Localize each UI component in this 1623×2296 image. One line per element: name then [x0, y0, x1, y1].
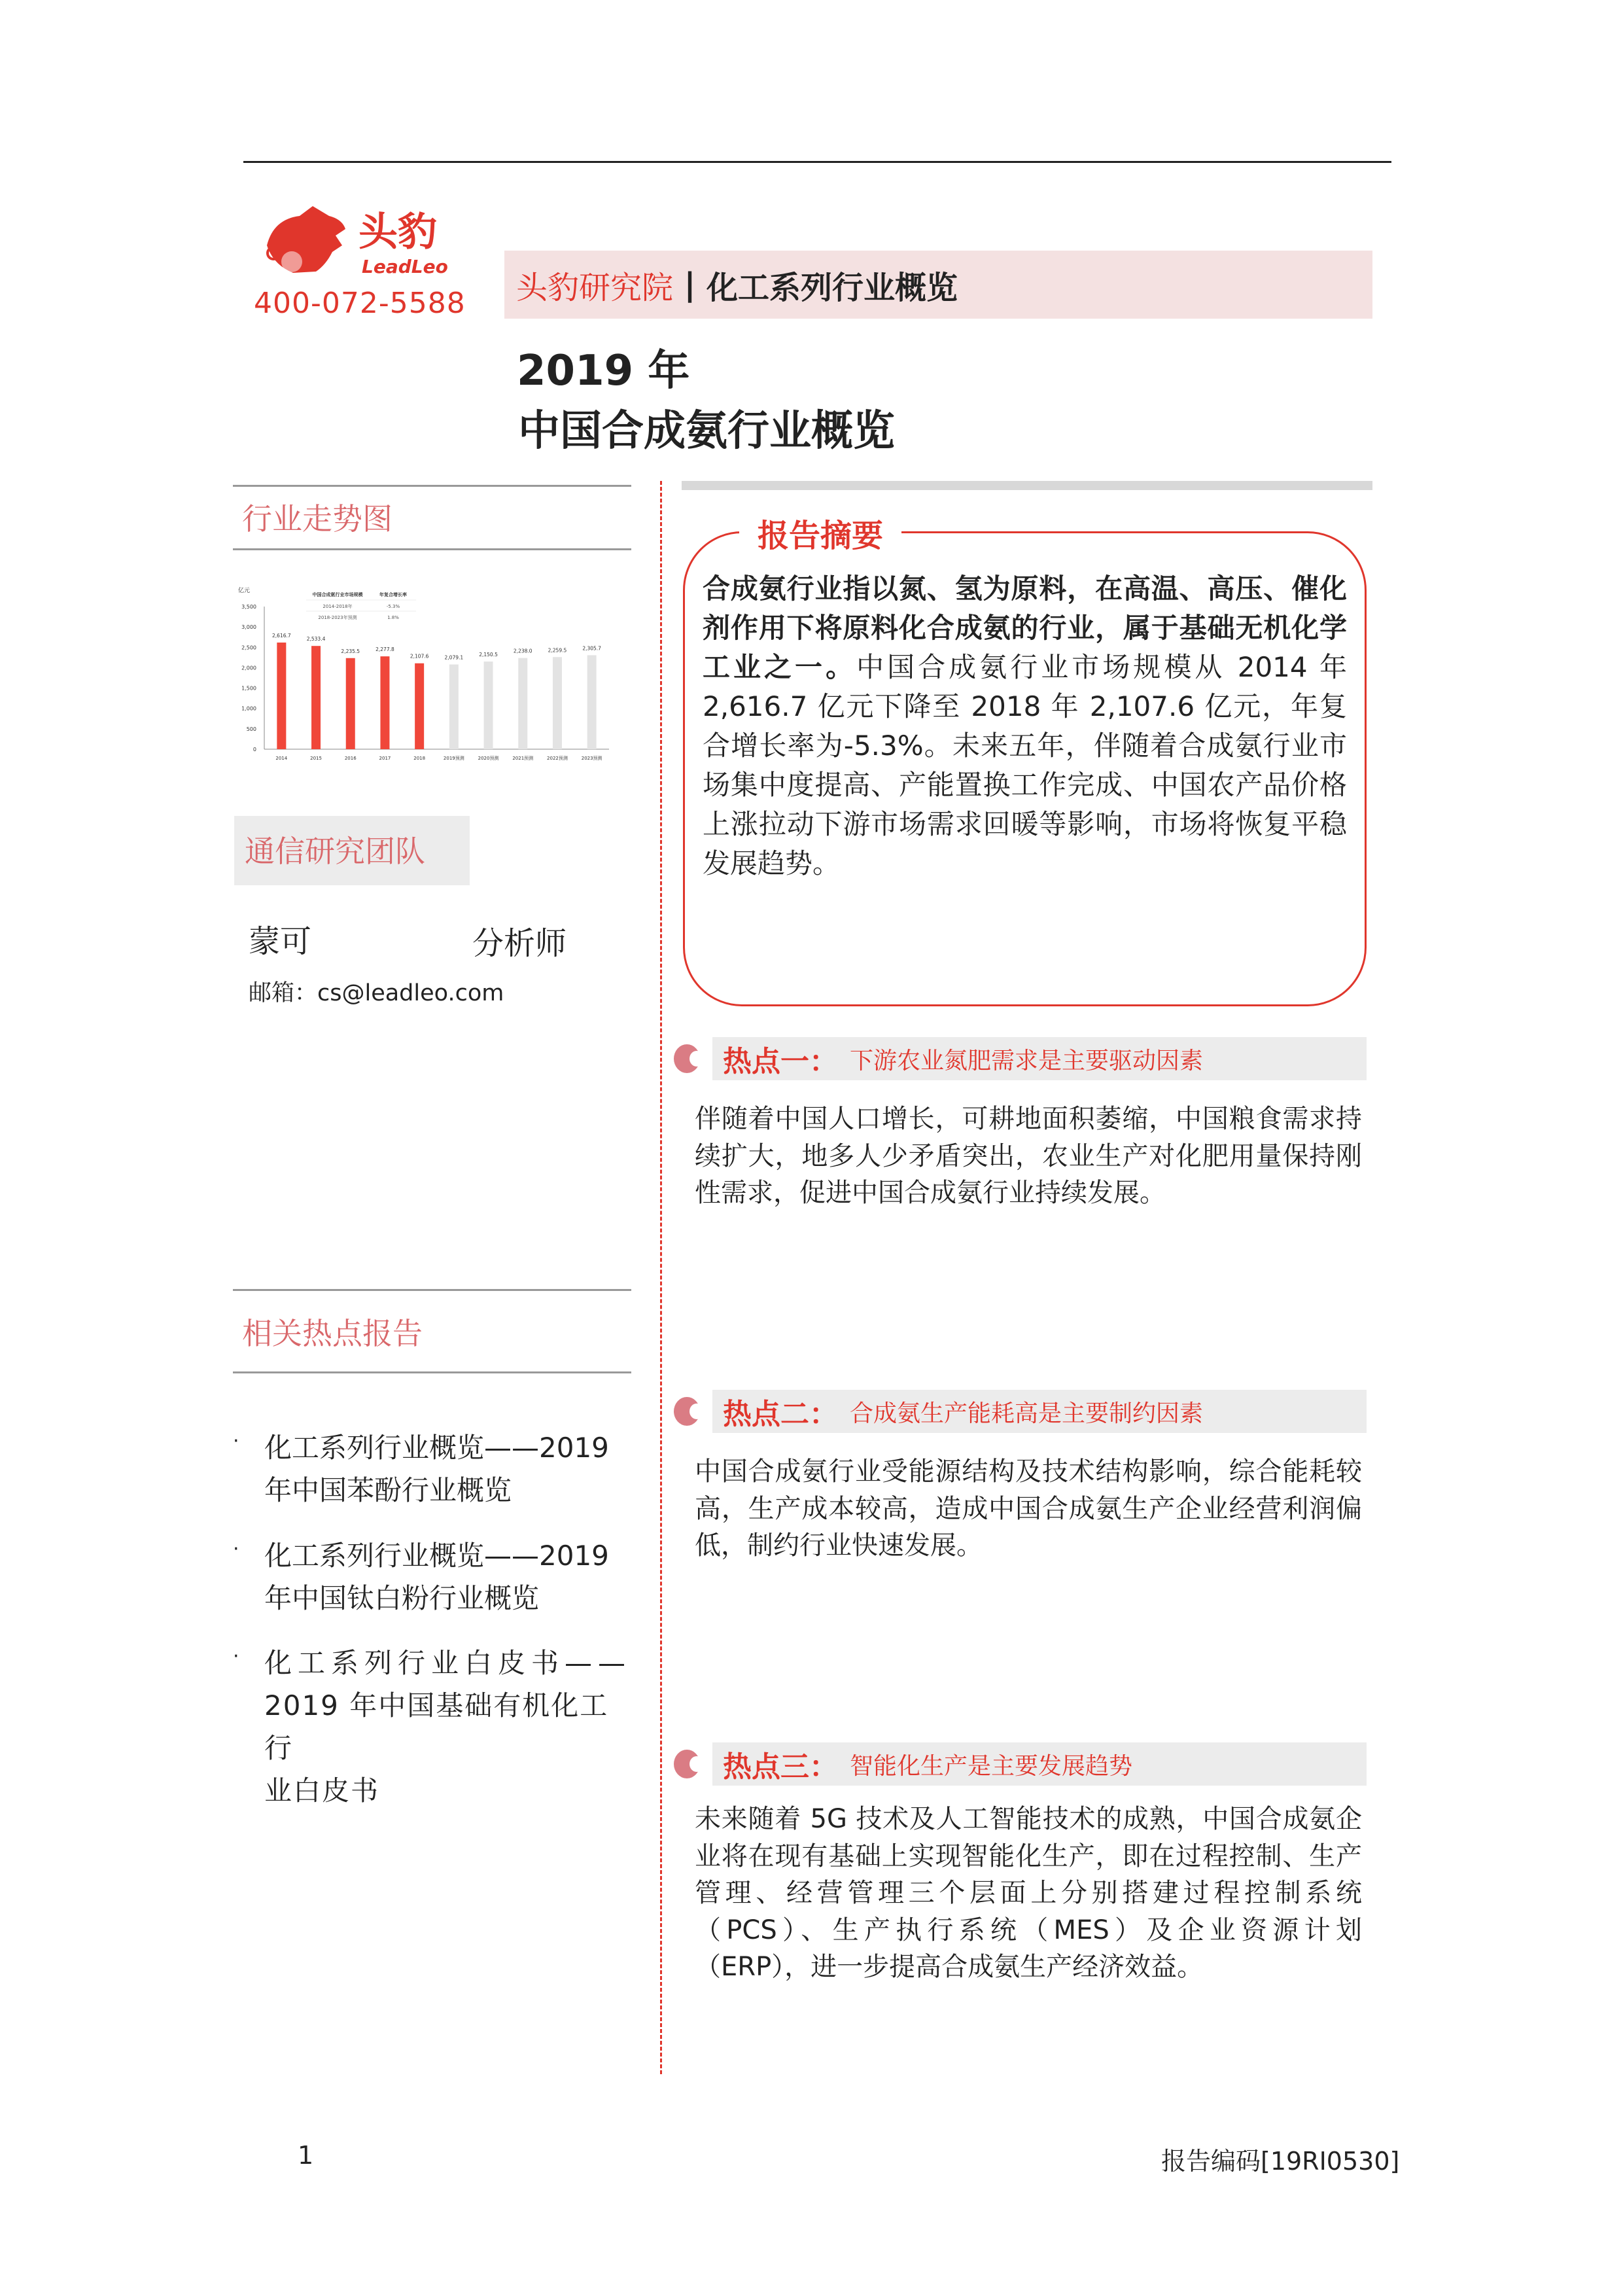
table-cell: -5.3% [386, 604, 400, 609]
y-tick-label: 0 [253, 747, 256, 752]
bar [311, 646, 321, 749]
bar [277, 643, 286, 749]
related-heading: 相关热点报告 [242, 1316, 423, 1351]
x-tick-label: 2015 [310, 756, 322, 761]
report-code: 报告编码[19RI0530] [1161, 2147, 1400, 2176]
column-divider [660, 481, 662, 2074]
bar [484, 662, 493, 749]
hotspot-3-text: 未来随着 5G 技术及人工智能技术的成熟，中国合成氨企业将在现有基础上实现智能化生产，即在过程控制、生产管理、经营管理三个层面上分别搭建过程控制系统（PCS）、生产执行系统（MES）及企业资源计划（ERP），进一步提高合成氨生产经济效益。 [695, 1804, 1362, 1982]
divider [233, 1289, 631, 1291]
y-tick-label: 500 [246, 726, 256, 732]
y-tick-label: 3,500 [241, 604, 256, 610]
org-name: 头豹研究院 [516, 269, 674, 306]
data-label: 2,259.5 [548, 647, 567, 654]
table-cell: 1.8% [387, 615, 399, 620]
y-tick-label: 3,000 [241, 624, 256, 631]
bar [587, 655, 597, 749]
summary-title: 报告摘要 [739, 510, 901, 556]
analyst-email[interactable]: 邮箱：cs@leadleo.com [249, 980, 504, 1006]
summary-bold: 合成氨行业指以氮、氢为原料，在高温、高压、催化剂作用下将原料化合成氨的行业，属于基础无机化学工业之一。 [703, 573, 1347, 683]
divider [233, 1371, 631, 1373]
table-cell: 2018-2023年预测 [318, 615, 357, 620]
summary-body: 中国合成氨行业市场规模从 2014 年 2,616.7 亿元下降至 2018 年 2,107.6 亿元，年复合增长率为-5.3%。未来五年，伴随着合成氨行业市场集中度提高、产能置换工作完成、中国农产品价格上涨拉动下游市场需求回暖等影响，市场将恢复平稳发展趋势。 [703, 651, 1347, 879]
bar [449, 665, 459, 749]
x-tick-label: 2017 [379, 756, 391, 761]
x-tick-label: 2020预测 [478, 756, 499, 761]
bar [346, 658, 355, 749]
bar [553, 657, 562, 749]
hotspot-icon [674, 1044, 700, 1073]
bar [380, 656, 389, 749]
top-gray-bar [682, 481, 1372, 490]
data-label: 2,305.7 [582, 645, 601, 652]
team-heading: 通信研究团队 [234, 816, 470, 885]
top-rule [243, 161, 1391, 163]
hotspot-1-header: 热点一： 下游农业氮肥需求是主要驱动因素 [712, 1037, 1367, 1080]
y-tick-label: 1,000 [241, 705, 256, 712]
analyst-role: 分析师 [472, 925, 567, 962]
bar [518, 658, 527, 749]
related-report-link[interactable]: 化工系列行业概览——2019 年中国钛白粉行业概览 [264, 1540, 609, 1614]
summary-text [703, 569, 1347, 883]
hotspot-2-header: 热点二： 合成氨生产能耗高是主要制约因素 [712, 1390, 1367, 1433]
series-header-band [504, 251, 1372, 319]
report-year: 2019 年 [517, 347, 690, 395]
table-header: 年复合增长率 [379, 592, 407, 597]
table-header: 中国合成氨行业市场规模 [312, 592, 363, 597]
hotspot-1-text: 伴随着中国人口增长，可耕地面积萎缩，中国粮食需求持续扩大，地多人少矛盾突出，农业生产对化肥用量保持刚性需求，促进中国合成氨行业持续发展。 [695, 1104, 1362, 1208]
bullet: · [233, 1538, 239, 1561]
table-cell: 2014-2018年 [323, 604, 353, 609]
data-label: 2,079.1 [444, 654, 464, 661]
series-name: 化工系列行业概览 [706, 269, 958, 306]
page-number: 1 [298, 2141, 314, 2170]
svg-text:头豹: 头豹 [358, 209, 437, 255]
phone-number: 400-072-5588 [254, 287, 466, 320]
trend-heading: 行业走势图 [242, 501, 393, 537]
data-label: 2,277.8 [375, 646, 394, 653]
y-tick-label: 2,500 [241, 645, 256, 651]
related-report-link[interactable]: 化工系列行业白皮书—— 2019 年中国基础有机化工行 业白皮书 [264, 1647, 632, 1807]
hotspot-3-header: 热点三： 智能化生产是主要发展趋势 [712, 1742, 1367, 1786]
bullet: · [233, 1645, 239, 1668]
bar [415, 663, 424, 749]
x-tick-label: 2018 [413, 756, 426, 761]
data-label: 2,107.6 [410, 653, 429, 660]
y-tick-label: 2,000 [241, 665, 256, 671]
leopard-logo-icon [267, 206, 345, 273]
market-size-chart [233, 573, 612, 769]
x-tick-label: 2022预测 [547, 756, 568, 761]
data-label: 2,238.0 [513, 648, 532, 654]
hotspot-icon [674, 1750, 700, 1778]
report-title: 中国合成氨行业概览 [518, 407, 895, 455]
hotspot-2-text: 中国合成氨行业受能源结构及技术结构影响，综合能耗较高，生产成本较高，造成中国合成氨生产企业经营利润偏低，制约行业快速发展。 [695, 1457, 1362, 1561]
x-tick-label: 2021预测 [512, 756, 534, 761]
related-report-link[interactable]: 化工系列行业概览——2019 年中国苯酚行业概览 [264, 1432, 609, 1506]
x-tick-label: 2019预测 [443, 756, 464, 761]
data-label: 2,533.4 [306, 636, 326, 643]
x-tick-label: 2014 [275, 756, 288, 761]
x-tick-label: 2016 [344, 756, 357, 761]
analyst-name: 蒙可 [249, 923, 312, 960]
bullet: · [233, 1430, 239, 1453]
divider [233, 485, 631, 487]
data-label: 2,616.7 [272, 633, 291, 639]
x-tick-label: 2023预测 [581, 756, 602, 761]
y-tick-label: 1,500 [241, 685, 256, 692]
divider [233, 548, 631, 550]
svg-text:LeadLeo: LeadLeo [362, 256, 448, 277]
hotspot-icon [674, 1397, 700, 1426]
leadleo-logo [254, 200, 450, 281]
separator: | [673, 266, 707, 303]
data-label: 2,150.5 [479, 652, 498, 658]
y-axis-unit: 亿元 [238, 588, 251, 594]
data-label: 2,235.5 [341, 648, 360, 654]
